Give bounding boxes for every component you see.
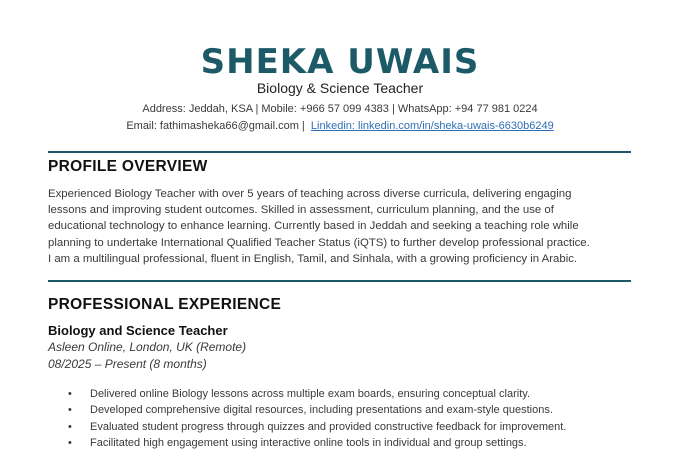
bullet-icon: • bbox=[68, 404, 72, 417]
experience-bullets bbox=[68, 386, 638, 451]
bullet-text: Delivered online Biology lessons across multiple exam boards, ensuring conceptual clarity. bbox=[90, 388, 531, 400]
section-divider-profile bbox=[48, 151, 631, 153]
section-divider-experience bbox=[48, 280, 631, 282]
list-item bbox=[68, 435, 638, 451]
bullet-icon: • bbox=[68, 436, 72, 449]
contact-email-line bbox=[0, 119, 680, 133]
candidate-role: Biology & Science Teacher bbox=[256, 80, 424, 96]
profile-line: educational technology to enhance learning. Currently based in Jeddah and seeking a teaching role while bbox=[48, 220, 579, 233]
profile-heading: PROFILE OVERVIEW bbox=[48, 158, 208, 175]
bullet-icon: • bbox=[68, 388, 72, 400]
contact-address-line: Address: Jeddah, KSA | Mobile: +966 57 099 4383 | WhatsApp: +94 77 981 0224 bbox=[142, 103, 538, 115]
experience-heading: PROFESSIONAL EXPERIENCE bbox=[48, 296, 282, 313]
profile-line: planning to undertake International Qualified Teacher Status (iQTS) to further develop professional practice. bbox=[48, 236, 590, 249]
list-item bbox=[68, 419, 638, 435]
bullet-icon: • bbox=[68, 420, 72, 433]
candidate-name: SHEKA UWAIS bbox=[200, 42, 480, 82]
profile-text bbox=[48, 186, 636, 267]
profile-line: lessons and improving student outcomes. Skilled in assessment, curriculum planning, and the use of bbox=[48, 204, 554, 217]
bullet-text: Evaluated student progress through quizzes and provided constructive feedback for improvement. bbox=[90, 420, 567, 433]
profile-line: I am a multilingual professional, fluent in English, Tamil, and Sinhala, with a growing proficiency in Arabic. bbox=[48, 252, 578, 265]
profile-line: Experienced Biology Teacher with over 5 years of teaching across diverse curricula, delivering engaging bbox=[48, 188, 572, 200]
job-dates: 08/2025 – Present (8 months) bbox=[48, 357, 207, 371]
linkedin-link[interactable]: Linkedin: linkedin.com/in/sheka-uwais-6630b6249 bbox=[310, 120, 554, 132]
list-item bbox=[68, 402, 638, 418]
job-title: Biology and Science Teacher bbox=[48, 323, 228, 338]
company-name: Asleen Online, London, UK (Remote) bbox=[48, 340, 247, 354]
list-item bbox=[68, 386, 638, 402]
bullet-text: Facilitated high engagement using interactive online tools in individual and group settings. bbox=[90, 436, 527, 449]
email-text: Email: fathimasheka66@gmail.com | bbox=[126, 120, 305, 132]
bullet-text: Developed comprehensive digital resources, including presentations and exam-style questions. bbox=[90, 404, 553, 417]
